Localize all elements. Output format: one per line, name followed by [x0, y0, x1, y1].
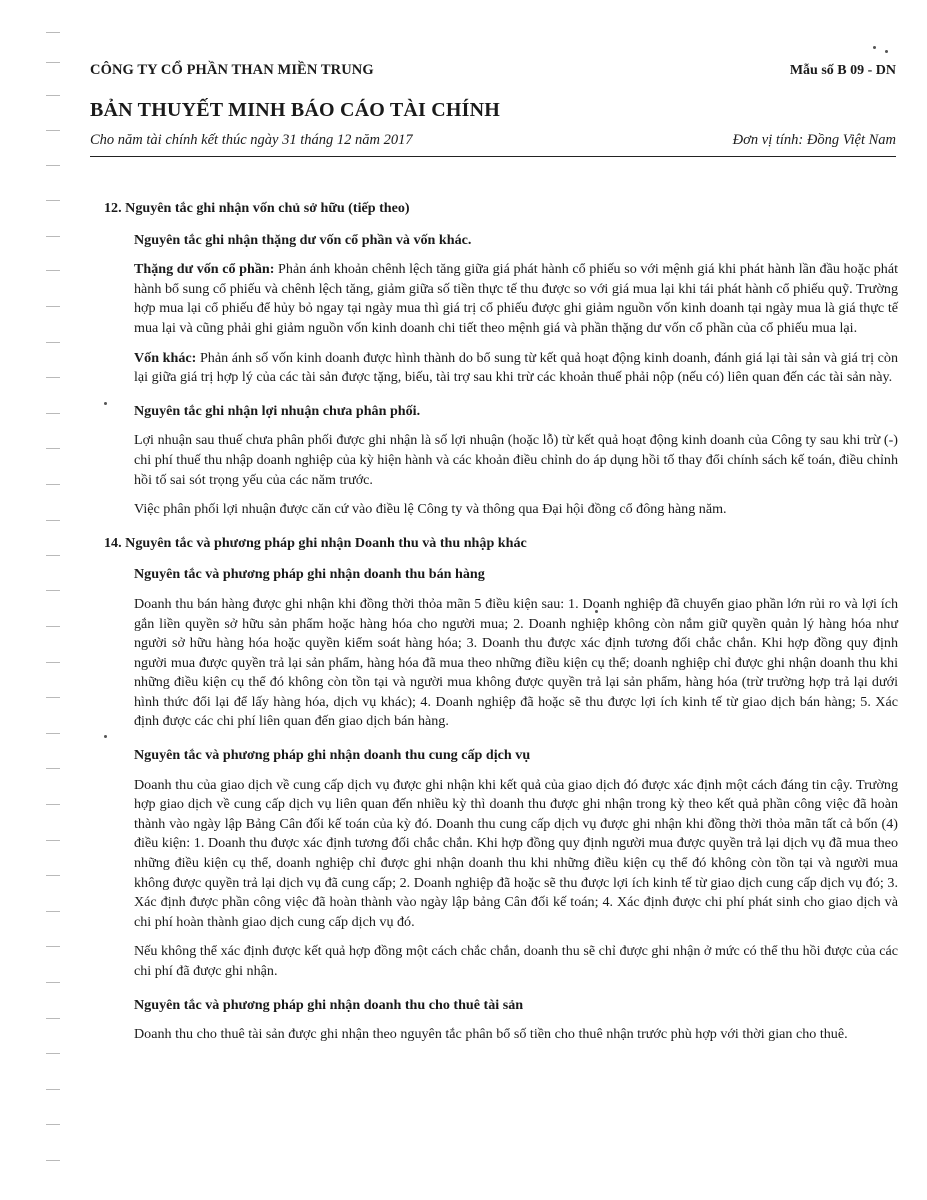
scan-speck: [873, 46, 876, 49]
subsection-heading: Nguyên tắc và phương pháp ghi nhận doanh thu cho thuê tài sản: [134, 996, 524, 1013]
scan-speck: [885, 50, 888, 53]
header-rule: [90, 156, 896, 157]
subsection-heading: Nguyên tắc và phương pháp ghi nhận doanh thu cung cấp dịch vụ: [134, 747, 531, 764]
section-heading: 12. Nguyên tắc ghi nhận vốn chủ sở hữu (tiếp theo): [104, 200, 410, 216]
section-heading: 14. Nguyên tắc và phương pháp ghi nhận Doanh thu và thu nhập khác: [104, 534, 527, 551]
paragraph: Lợi nhuận sau thuế chưa phân phối được ghi nhận là số lợi nhuận (hoặc lỗ) từ kết quả hoạt động kinh doanh của Công ty sau khi trừ (-) chi phí thuế thu nhập doanh nghiệp của kỳ hiện hành và các khoản điều chỉnh do áp dụng hồi tố thay đổi chính sách kế toán, điều chỉnh hồi tố sai sót trọng yếu của các năm trước.: [134, 432, 898, 488]
report-header: [90, 62, 896, 157]
paragraph: Việc phân phối lợi nhuận được căn cứ vào điều lệ Công ty và thông qua Đại hội đồng cổ đông hàng năm.: [134, 501, 727, 518]
paragraph-lead: Vốn khác:: [134, 349, 197, 366]
paragraph-text: Phản ánh số vốn kinh doanh được hình thành do bổ sung từ kết quả hoạt động kinh doanh, đánh giá lại tài sản và giá trị còn lại giữa giá trị hợp lý của các tài sản được tặng, biếu, tài trợ sau khi trừ các khoản thuế phải nộp (nếu có) liên quan đến các tài sản này.: [134, 349, 898, 386]
paragraph: [134, 260, 898, 338]
subsection-heading: Nguyên tắc ghi nhận lợi nhuận chưa phân phối.: [134, 402, 421, 419]
paragraph: Doanh thu của giao dịch về cung cấp dịch vụ được ghi nhận khi kết quả của giao dịch đó được xác định một cách đáng tin cậy. Trường hợp giao dịch về cung cấp dịch vụ liên quan đến nhiều kỳ thì doanh thu được ghi nhận trong kỳ theo kết quả phần công việc đã hoàn thành vào ngày lập Bảng Cân đối kế toán của kỳ đó. Doanh thu cung cấp dịch vụ được ghi nhận khi đồng thời thỏa mãn tất cả bốn (4) điều kiện: 1. Doanh thu được xác định tương đối chắc chắn. Khi hợp đồng quy định người mua được quyền trả lại dịch vụ đã mua theo những điều kiện cụ thể, doanh nghiệp chỉ được ghi nhận doanh thu khi những điều kiện cụ thể đó không còn tồn tại và người mua không được quyền trả lại dịch vụ đã cung cấp; 2. Doanh nghiệp đã hoặc sẽ thu được lợi ích kinh tế từ giao dịch cung cấp dịch vụ đó; 3. Xác định được phần công việc đã hoàn thành vào ngày lập bảng Cân đối kế toán; 4. Xác định được chi phí phát sinh cho giao dịch và chi phí hoàn thành giao dịch cung cấp dịch vụ đó.: [134, 776, 898, 930]
document-title: BẢN THUYẾT MINH BÁO CÁO TÀI CHÍNH: [90, 99, 500, 121]
paragraph-lead: Thặng dư vốn cổ phần:: [134, 261, 275, 278]
paragraph: Doanh thu bán hàng được ghi nhận khi đồng thời thỏa mãn 5 điều kiện sau: 1. Doanh nghiệp đã chuyển giao phần lớn rủi ro và lợi ích gắn liền quyền sở hữu sản phẩm hoặc hàng hóa cho người mua; 2. Doanh nghiệp không còn nắm giữ quyền quản lý hàng hóa như người sở hữu hàng hóa hoặc quyền kiểm soát hàng hóa; 3. Doanh thu được xác định tương đối chắc chắn. Khi hợp đồng quy định người mua được quyền trả lại sản phẩm, hàng hóa đã mua theo những điều kiện cụ thể; doanh nghiệp chỉ được ghi nhận doanh thu khi những điều kiện cụ thể đó không còn tồn tại và người mua không được quyền trả lại sản phẩm, hàng hóa (trừ trường hợp trả lại dưới hình thức đổi lại để lấy hàng hóa, dịch vụ khác); 4. Doanh nghiệp đã hoặc sẽ thu được lợi ích kinh tế từ giao dịch bán hàng; 5. Xác định được các chi phí liên quan đến giao dịch bán hàng.: [134, 595, 898, 730]
reporting-period: Cho năm tài chính kết thúc ngày 31 tháng 12 năm 2017: [90, 132, 413, 148]
paragraph: [134, 349, 898, 388]
document-body: [104, 199, 898, 1055]
paragraph-text: Phản ánh khoản chênh lệch tăng giữa giá phát hành cổ phiếu so với mệnh giá khi phát hành lần đầu hoặc phát hành bổ sung cổ phiếu và chênh lệch tăng, giảm giữa số tiền thực tế thu được so với giá mua lại khi tái phát hành cổ phiếu quỹ. Trường hợp mua lại cổ phiếu để hủy bỏ ngay tại ngày mua thì giá trị cổ phiếu được ghi giảm nguồn vốn kinh doanh tại ngày mua là giá thực tế mua lại và cũng phải ghi giảm nguồn vốn kinh doanh chi tiết theo mệnh giá và phần thặng dư vốn cổ phần của cổ phiếu mua lại.: [134, 261, 898, 336]
subsection-heading: Nguyên tắc ghi nhận thặng dư vốn cổ phần và vốn khác.: [134, 231, 472, 248]
paragraph: Doanh thu cho thuê tài sản được ghi nhận theo nguyên tắc phân bổ số tiền cho thuê nhận trước phù hợp với thời gian cho thuê.: [134, 1026, 848, 1043]
subsection-heading: Nguyên tắc và phương pháp ghi nhận doanh thu bán hàng: [134, 566, 485, 583]
currency-unit: Đơn vị tính: Đồng Việt Nam: [732, 132, 896, 148]
company-name: CÔNG TY CỔ PHẦN THAN MIỀN TRUNG: [90, 62, 374, 78]
scan-margin-marks: [46, 0, 62, 1200]
period-row: [90, 132, 896, 152]
form-code: Mẫu số B 09 - DN: [789, 63, 896, 78]
paragraph: Nếu không thể xác định được kết quả hợp đồng một cách chắc chắn, doanh thu sẽ chỉ được ghi nhận ở mức có thể thu hồi được của các chi phí đã được ghi nhận.: [134, 943, 898, 979]
